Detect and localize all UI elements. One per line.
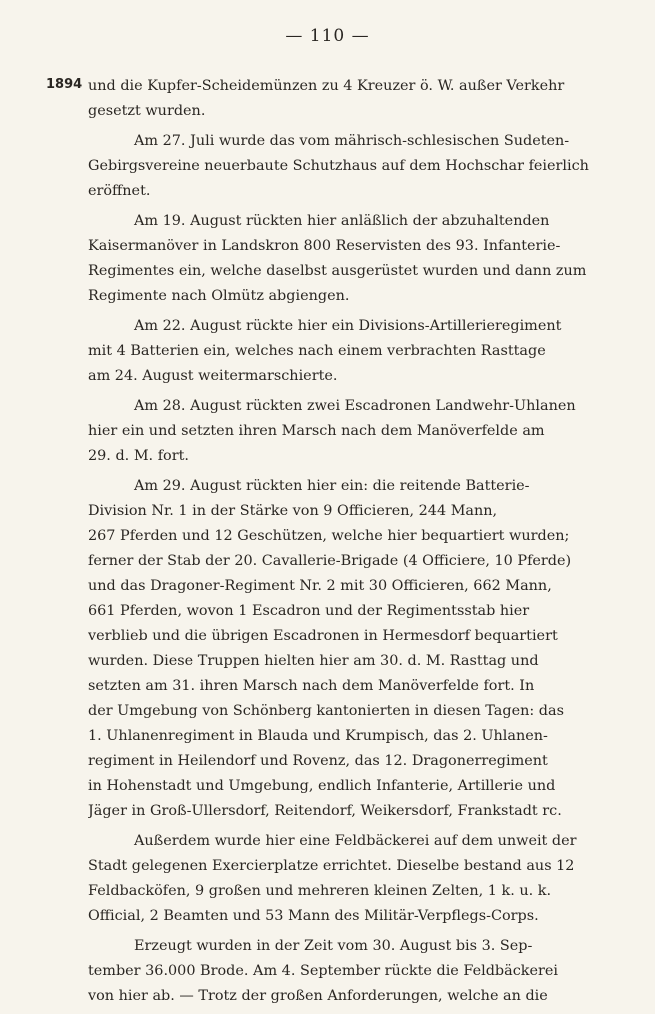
text-line: der Umgebung von Schönberg kantonierten in diesen Tagen: das <box>88 703 564 719</box>
text-line: setzten am 31. ihren Marsch nach dem Manöverfelde fort. In <box>88 678 535 694</box>
paragraph <box>88 394 612 469</box>
text-line: von hier ab. — Trotz der großen Anforderungen, welche an die <box>88 988 548 1004</box>
text-line: Am 22. August rückte hier ein Divisions-Artillerieregiment <box>134 318 562 334</box>
text-line: Jäger in Groß-Ullersdorf, Reitendorf, Weikersdorf, Frankstadt rc. <box>88 803 562 819</box>
paragraph <box>88 829 612 929</box>
paragraph <box>88 474 612 824</box>
text-line: Am 19. August rückten hier anläßlich der abzuhaltenden <box>134 213 550 229</box>
text-line: in Hohenstadt und Umgebung, endlich Infanterie, Artillerie und <box>88 778 556 794</box>
margin-year: 1894 <box>46 77 83 92</box>
paragraph <box>88 74 612 124</box>
text-line: verblieb und die übrigen Escadronen in Hermesdorf bequartiert <box>88 628 558 644</box>
text-line: wurden. Diese Truppen hielten hier am 30. d. M. Rasttag und <box>88 653 539 669</box>
text-line: Stadt gelegenen Exercierplatze errichtet. Dieselbe bestand aus 12 <box>88 858 575 874</box>
text-line: regiment in Heilendorf und Rovenz, das 12. Dragonerregiment <box>88 753 548 769</box>
text-line: und die Kupfer-Scheidemünzen zu 4 Kreuzer ö. W. außer Verkehr <box>88 78 565 94</box>
text-line: am 24. August weitermarschierte. <box>88 368 338 384</box>
text-line: 1. Uhlanenregiment in Blauda und Krumpisch, das 2. Uhlanen- <box>88 728 548 744</box>
text-line: eröffnet. <box>88 183 151 199</box>
text-line: 29. d. M. fort. <box>88 448 189 464</box>
paragraph <box>88 314 612 389</box>
text-line: Am 27. Juli wurde das vom mährisch-schlesischen Sudeten- <box>134 133 570 149</box>
text-line: und das Dragoner-Regiment Nr. 2 mit 30 Officieren, 662 Mann, <box>88 578 552 594</box>
text-line: Gebirgsvereine neuerbaute Schutzhaus auf dem Hochschar feierlich <box>88 158 589 174</box>
text-line: Erzeugt wurden in der Zeit vom 30. August bis 3. Sep- <box>134 938 533 954</box>
text-line: Official, 2 Beamten und 53 Mann des Militär-Verpflegs-Corps. <box>88 908 539 924</box>
paragraph <box>88 129 612 204</box>
text-line: ferner der Stab der 20. Cavallerie-Brigade (4 Officiere, 10 Pferde) <box>88 553 572 569</box>
text-line: Am 28. August rückten zwei Escadronen Landwehr-Uhlanen <box>134 398 576 414</box>
text-line: mit 4 Batterien ein, welches nach einem verbrachten Rasttage <box>88 343 546 359</box>
body-text <box>88 74 612 1014</box>
text-line: Feldbacköfen, 9 großen und mehreren kleinen Zelten, 1 k. u. k. <box>88 883 552 899</box>
text-line: tember 36.000 Brode. Am 4. September rückte die Feldbäckerei <box>88 963 558 979</box>
text-line: 267 Pferden und 12 Geschützen, welche hier bequartiert wurden; <box>88 528 570 544</box>
text-line: Am 29. August rückten hier ein: die reitende Batterie- <box>134 478 530 494</box>
text-line: hier ein und setzten ihren Marsch nach dem Manöverfelde am <box>88 423 545 439</box>
text-line: Regimente nach Olmütz abgiengen. <box>88 288 350 304</box>
text-line: gesetzt wurden. <box>88 103 206 119</box>
text-line: Kaisermanöver in Landskron 800 Reservisten des 93. Infanterie- <box>88 238 561 254</box>
text-line: Regimentes ein, welche daselbst ausgerüstet wurden und dann zum <box>88 263 587 279</box>
text-line: Division Nr. 1 in der Stärke von 9 Officieren, 244 Mann, <box>88 503 498 519</box>
text-line: 661 Pferden, wovon 1 Escadron und der Regimentsstab hier <box>88 603 530 619</box>
paragraph <box>88 209 612 309</box>
text-line: Außerdem wurde hier eine Feldbäckerei auf dem unweit der <box>134 833 577 849</box>
paragraph <box>88 934 612 1009</box>
page-number: — 110 — <box>285 26 370 46</box>
